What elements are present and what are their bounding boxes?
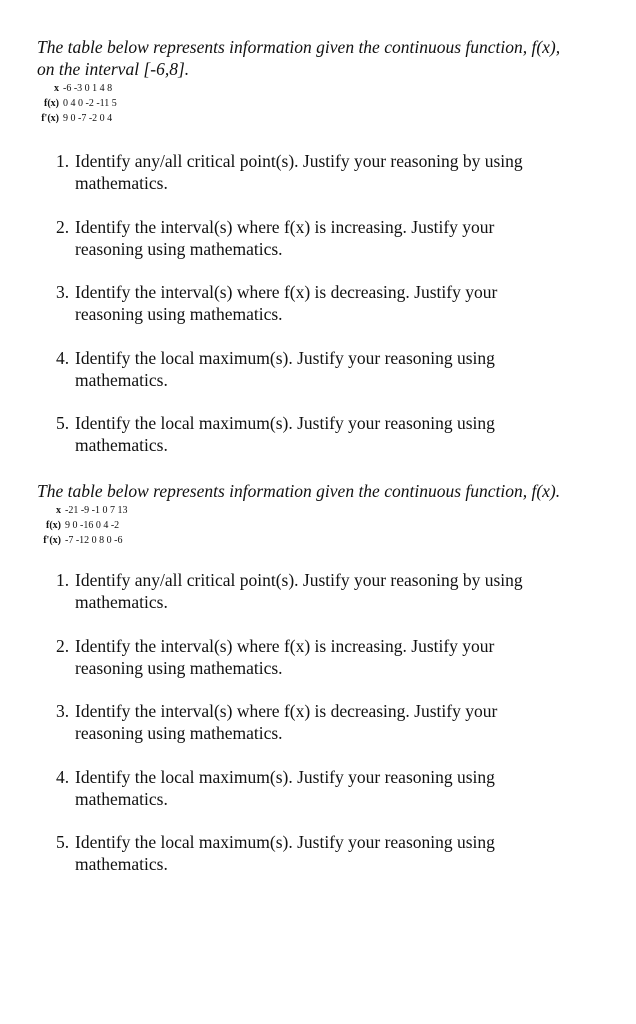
problem-section-1	[0, 36, 636, 478]
row-values: -6 -3 0 1 4 8	[63, 83, 113, 94]
intro-line-1: The table below represents information given the continuous function, f(x),	[37, 37, 561, 57]
question-item	[0, 281, 565, 325]
question-item	[0, 412, 565, 456]
row-label: x	[54, 83, 59, 94]
question-text: Identify the interval(s) where f(x) is increasing. Justify your reasoning using mathematics.	[75, 216, 495, 259]
question-number: 5.	[56, 413, 70, 433]
question-item	[0, 569, 565, 613]
question-text: Identify any/all critical point(s). Justify your reasoning by using mathematics.	[75, 570, 523, 612]
problem-section-2	[0, 480, 636, 897]
question-text: Identify the interval(s) where f(x) is decreasing. Justify your reasoning using mathematics.	[75, 701, 498, 743]
row-values: -21 -9 -1 0 7 13	[65, 505, 128, 516]
row-values: 0 4 0 -2 -11 5	[63, 98, 117, 109]
question-item	[0, 216, 565, 260]
table-row-x	[36, 503, 128, 518]
function-values-table	[38, 81, 117, 126]
section-intro	[37, 36, 617, 80]
row-label: f'(x)	[43, 535, 61, 546]
question-number: 4.	[56, 347, 70, 368]
question-number: 5.	[56, 832, 70, 852]
intro-line-1: The table below represents information given the continuous function, f(x).	[37, 481, 561, 501]
row-label: x	[56, 505, 61, 516]
table-row-fx	[36, 518, 128, 533]
question-text: Identify the local maximum(s). Justify your reasoning using mathematics.	[75, 413, 495, 455]
question-text: Identify any/all critical point(s). Justify your reasoning by using mathematics.	[75, 151, 523, 193]
row-label: f(x)	[44, 98, 59, 109]
question-number: 3.	[56, 701, 70, 721]
question-number: 1.	[56, 570, 70, 590]
row-values: 9 0 -7 -2 0 4	[63, 113, 113, 124]
row-label: f'(x)	[41, 113, 59, 124]
table-row-fprime	[36, 533, 128, 548]
table-row-x	[38, 81, 117, 96]
question-item	[0, 700, 565, 744]
table-row-fx	[38, 96, 117, 111]
question-number: 3.	[56, 282, 70, 302]
question-item	[0, 347, 565, 391]
question-list	[0, 150, 636, 456]
question-item	[0, 635, 565, 679]
question-text: Identify the local maximum(s). Justify your reasoning using mathematics.	[75, 347, 495, 390]
question-item	[0, 766, 565, 810]
question-item	[0, 150, 565, 194]
section-intro	[37, 480, 617, 502]
question-list	[0, 569, 636, 875]
question-text: Identify the interval(s) where f(x) is increasing. Justify your reasoning using mathematics.	[75, 635, 495, 678]
question-text: Identify the local maximum(s). Justify your reasoning using mathematics.	[75, 832, 495, 874]
question-number: 4.	[56, 766, 70, 787]
question-text: Identify the local maximum(s). Justify your reasoning using mathematics.	[75, 766, 495, 809]
question-number: 2.	[56, 635, 70, 656]
intro-line-2: on the interval [-6,8].	[37, 59, 190, 79]
table-row-fprime	[38, 111, 117, 126]
question-number: 2.	[56, 216, 70, 237]
question-number: 1.	[56, 151, 70, 171]
row-values: -7 -12 0 8 0 -6	[65, 535, 123, 546]
function-values-table	[36, 503, 128, 548]
row-label: f(x)	[46, 520, 61, 531]
question-item	[0, 831, 565, 875]
row-values: 9 0 -16 0 4 -2	[65, 520, 120, 531]
question-text: Identify the interval(s) where f(x) is decreasing. Justify your reasoning using mathematics.	[75, 282, 498, 324]
